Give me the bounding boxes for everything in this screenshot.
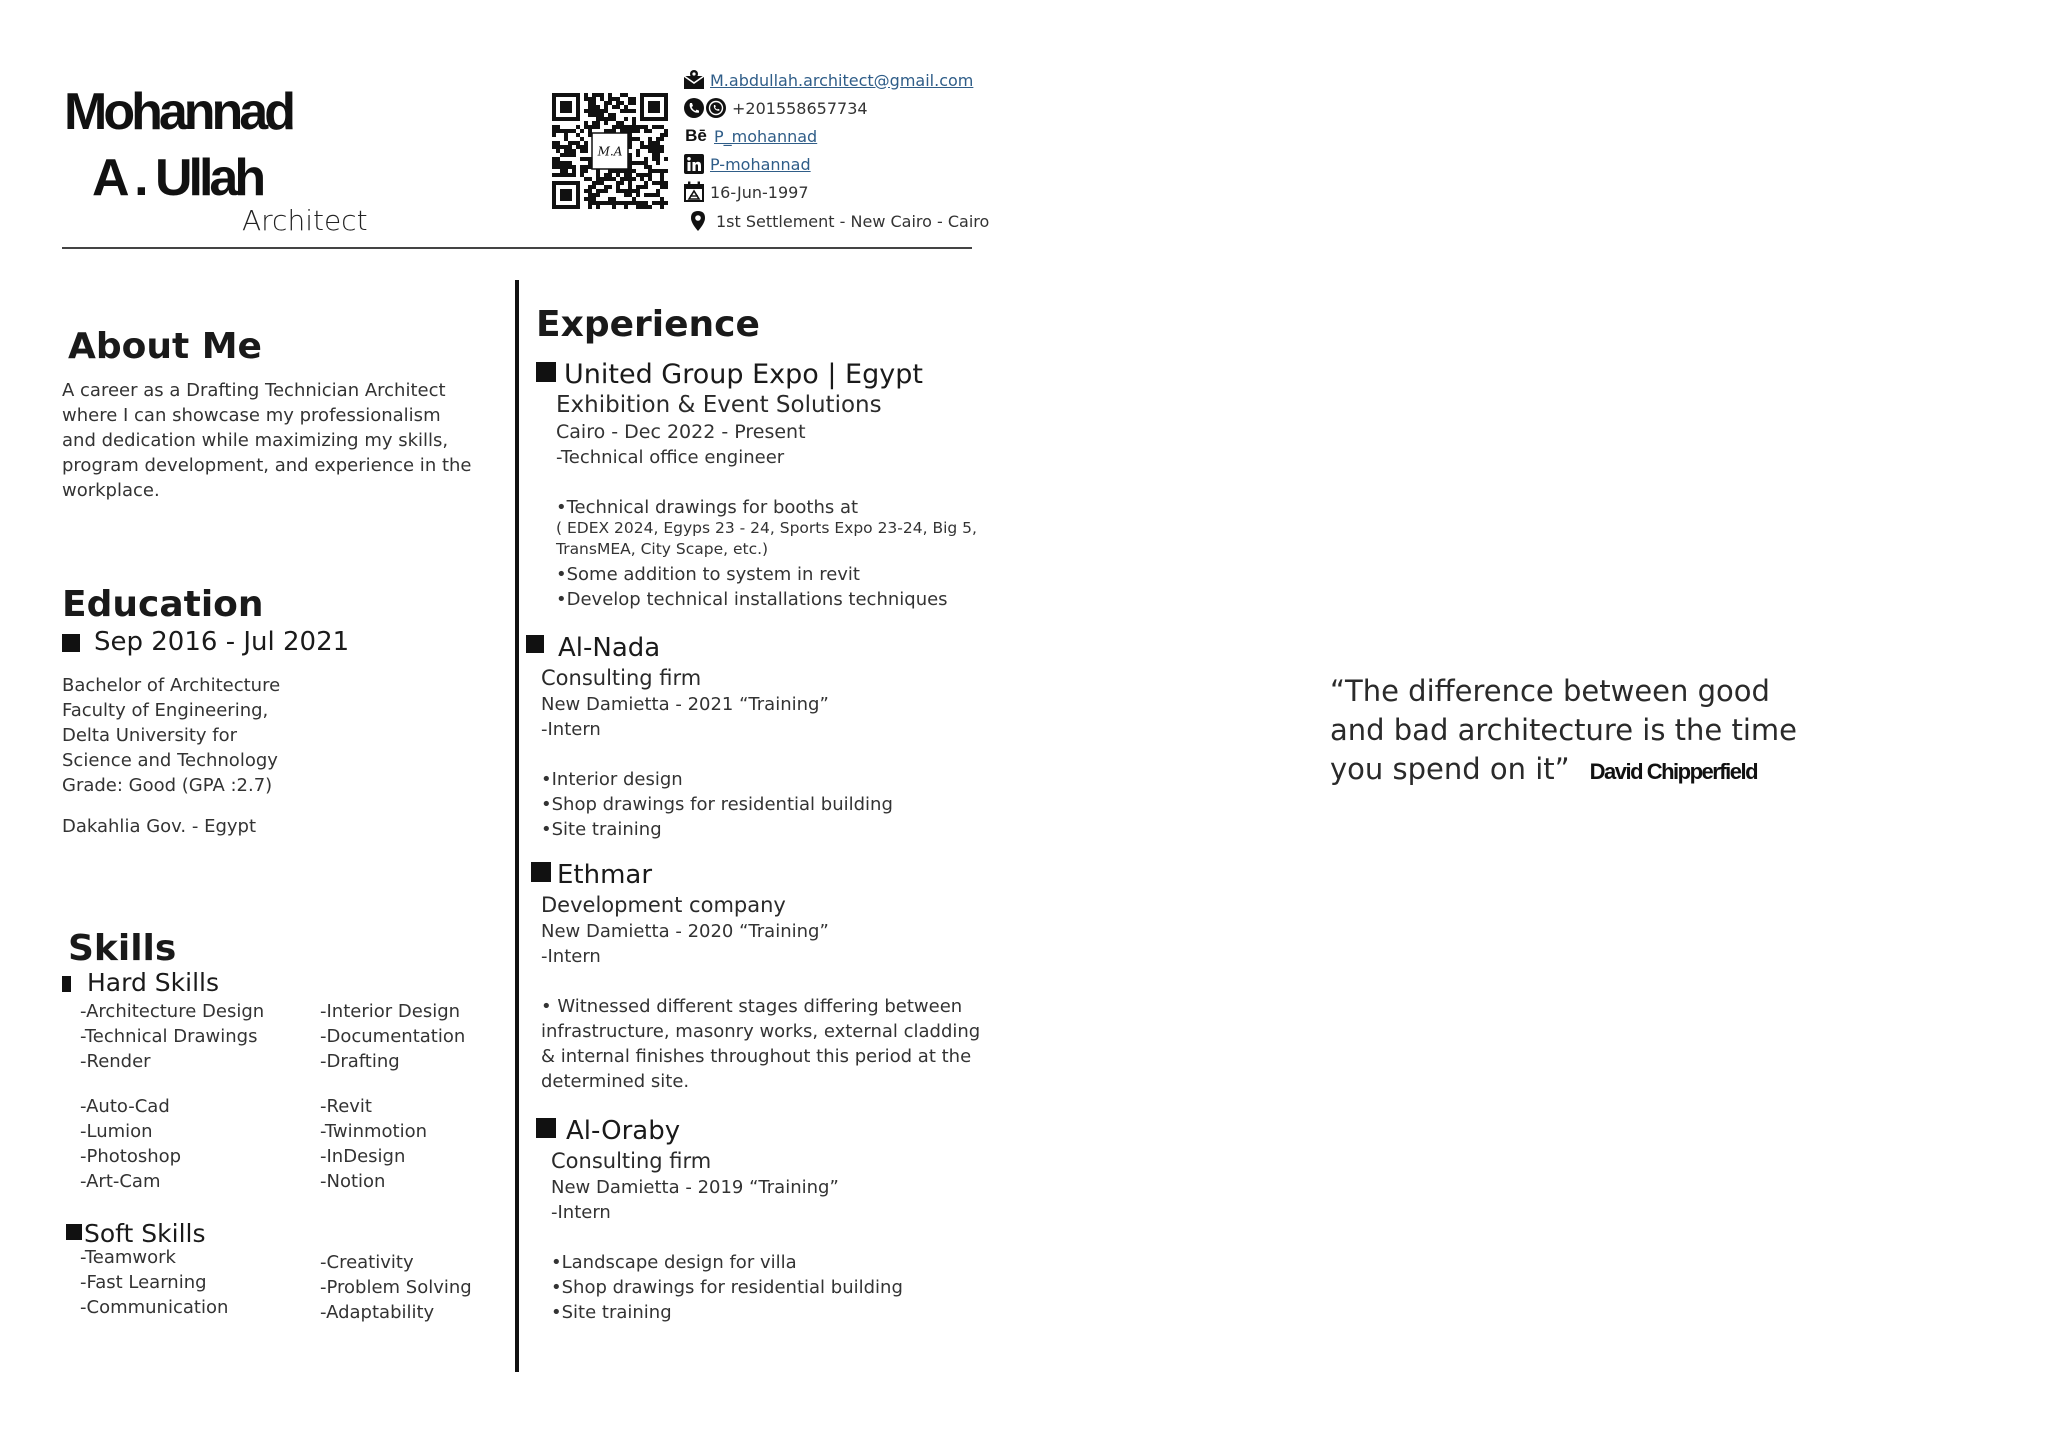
quote-line: “The difference between good (1330, 674, 1770, 708)
job-1-heading (536, 360, 923, 390)
contact-birthdate (682, 178, 989, 206)
about-line: A career as a Drafting Technician Architect (62, 380, 446, 401)
hard-skills-heading (62, 968, 219, 998)
square-bullet-icon (536, 362, 556, 382)
job-when: Cairo - Dec 2022 - Present (556, 421, 806, 443)
job-bullet: •Some addition to system in revit (556, 564, 860, 585)
job-bullet: •Site training (551, 1302, 672, 1323)
education-line: Science and Technology (62, 750, 278, 771)
job-4-bullets (551, 1250, 903, 1325)
skill-item: -Twinmotion (320, 1121, 428, 1142)
education-line: Delta University for (62, 725, 238, 746)
skill-item: -Art-Cam (80, 1171, 161, 1192)
skill-item: -Interior Design (320, 1001, 461, 1022)
job-bullet: •Shop drawings for residential building (551, 1277, 903, 1298)
about-line: program development, and experience in the (62, 455, 472, 476)
about-line: workplace. (62, 480, 160, 501)
location-pin-icon (686, 209, 710, 233)
skill-item: -Photoshop (80, 1146, 182, 1167)
email-icon (682, 68, 706, 92)
linkedin-link[interactable]: P-mohannad (710, 154, 811, 174)
job-4-meta (551, 1175, 839, 1225)
education-details (62, 673, 280, 798)
about-line: and dedication while maximizing my skills, (62, 430, 449, 451)
calendar-icon (682, 180, 706, 204)
skill-item: -Technical Drawings (80, 1026, 258, 1047)
skill-item: -Teamwork (80, 1247, 176, 1268)
skill-item: -Architecture Design (80, 1001, 265, 1022)
behance-icon: Bē (685, 126, 707, 145)
education-line: Bachelor of Architecture (62, 675, 281, 696)
skill-item: -Auto-Cad (80, 1096, 170, 1117)
skill-item: -InDesign (320, 1146, 406, 1167)
square-bullet-icon (531, 862, 551, 882)
job-3-bullets (541, 994, 980, 1094)
skill-item: -Communication (80, 1297, 229, 1318)
phone-number: +201558657734 (732, 98, 868, 118)
job-role: Architect (242, 204, 368, 237)
experience-title: Experience (536, 304, 760, 345)
education-line: Faculty of Engineering, (62, 700, 269, 721)
job-bullet: •Develop technical installations techniques (556, 589, 948, 610)
job-company: Al-Oraby (566, 1116, 681, 1146)
square-bullet-icon (66, 1224, 82, 1240)
job-1-meta (556, 420, 806, 470)
skill-item: -Lumion (80, 1121, 153, 1142)
column-divider (515, 280, 519, 1372)
education-period-row (62, 627, 349, 657)
location: 1st Settlement - New Cairo - Cairo (716, 211, 990, 231)
job-2-meta (541, 692, 829, 742)
square-bullet-icon (62, 634, 80, 652)
job-company: Ethmar (557, 860, 653, 890)
job-3-heading (531, 860, 652, 890)
soft-skills-left (80, 1245, 228, 1320)
job-bullet: determined site. (541, 1071, 690, 1092)
about-title: About Me (68, 326, 262, 367)
linkedin-icon (682, 152, 706, 176)
job-role: -Intern (551, 1202, 611, 1223)
job-2-bullets (541, 767, 893, 842)
job-role: -Intern (541, 946, 601, 967)
job-company: Al-Nada (558, 633, 661, 663)
contact-list (682, 66, 989, 236)
job-1-bullet-1: •Technical drawings for booths at (556, 497, 859, 518)
skill-item: -Fast Learning (80, 1272, 207, 1293)
education-period: Sep 2016 - Jul 2021 (94, 627, 350, 657)
job-role: -Technical office engineer (556, 447, 785, 468)
job-bullet: infrastructure, masonry works, external cladding (541, 1021, 981, 1042)
job-when: New Damietta - 2021 “Training” (541, 694, 829, 715)
skill-item: -Creativity (320, 1252, 414, 1273)
job-bullet: •Interior design (541, 769, 683, 790)
job-bullet: • Witnessed different stages differing between (541, 996, 963, 1017)
job-when: New Damietta - 2019 “Training” (551, 1177, 839, 1198)
skill-item: -Render (80, 1051, 151, 1072)
birthdate: 16-Jun-1997 (710, 182, 809, 202)
job-bullet: •Site training (541, 819, 662, 840)
quote-last-line (1330, 750, 1797, 791)
email-link[interactable]: M.abdullah.architect@gmail.com (710, 70, 974, 90)
contact-linkedin (682, 150, 989, 178)
job-1-bullets (556, 562, 948, 612)
skills-title: Skills (68, 928, 177, 969)
hard-skills-left-2 (80, 1094, 181, 1194)
job-type: Exhibition & Event Solutions (556, 392, 882, 418)
contact-location (682, 206, 989, 236)
skill-item: -Documentation (320, 1026, 466, 1047)
education-line: Grade: Good (GPA :2.7) (62, 775, 273, 796)
phone-icon (682, 96, 706, 120)
skill-item: -Revit (320, 1096, 372, 1117)
whatsapp-icon (704, 96, 728, 120)
hard-skills-label: Hard Skills (87, 968, 219, 997)
job-note-line: TransMEA, City Scape, etc.) (556, 540, 769, 558)
about-line: where I can showcase my professionalism (62, 405, 441, 426)
job-2-heading (526, 633, 660, 663)
quote-line: you spend on it” (1330, 752, 1570, 786)
contact-phone (682, 94, 989, 122)
job-bullet: •Landscape design for villa (551, 1252, 797, 1273)
job-when: New Damietta - 2020 “Training” (541, 921, 829, 942)
svg-text:M.A: M.A (597, 144, 623, 159)
soft-skills-right (320, 1250, 472, 1325)
job-type: Consulting firm (551, 1149, 712, 1173)
first-name: Mohannad (64, 83, 292, 141)
last-name: A . Ullah (92, 149, 263, 207)
square-bullet-icon (526, 635, 544, 653)
job-1-note (556, 518, 977, 560)
job-bullet: & internal finishes throughout this period at the (541, 1046, 972, 1067)
header-divider (62, 247, 972, 249)
hard-skills-right-2 (320, 1094, 427, 1194)
quote-author: David Chipperfield (1589, 759, 1758, 784)
qr-code-icon (552, 90, 668, 212)
job-3-meta (541, 919, 829, 969)
hard-skills-right-1 (320, 999, 465, 1074)
about-text (62, 378, 471, 503)
skill-item: -Notion (320, 1171, 386, 1192)
square-bullet-icon (536, 1118, 556, 1138)
education-location: Dakahlia Gov. - Egypt (62, 816, 257, 837)
contact-behance (682, 122, 989, 150)
job-role: -Intern (541, 719, 601, 740)
job-company: United Group Expo | Egypt (564, 359, 923, 390)
job-4-heading (536, 1116, 680, 1146)
education-title: Education (62, 584, 264, 625)
job-type: Consulting firm (541, 666, 702, 690)
job-bullet: •Shop drawings for residential building (541, 794, 893, 815)
square-bullet-icon (62, 976, 71, 992)
behance-link[interactable]: P_mohannad (714, 126, 818, 146)
quote-block (1330, 672, 1797, 791)
soft-skills-label: Soft Skills (84, 1219, 206, 1248)
skill-item: -Adaptability (320, 1302, 435, 1323)
skill-item: -Drafting (320, 1051, 400, 1072)
contact-email (682, 66, 989, 94)
job-note-line: ( EDEX 2024, Egyps 23 - 24, Sports Expo 23-24, Big 5, (556, 519, 977, 537)
job-type: Development company (541, 893, 786, 917)
quote-line: and bad architecture is the time (1330, 713, 1797, 747)
hard-skills-left-1 (80, 999, 264, 1074)
skill-item: -Problem Solving (320, 1277, 472, 1298)
